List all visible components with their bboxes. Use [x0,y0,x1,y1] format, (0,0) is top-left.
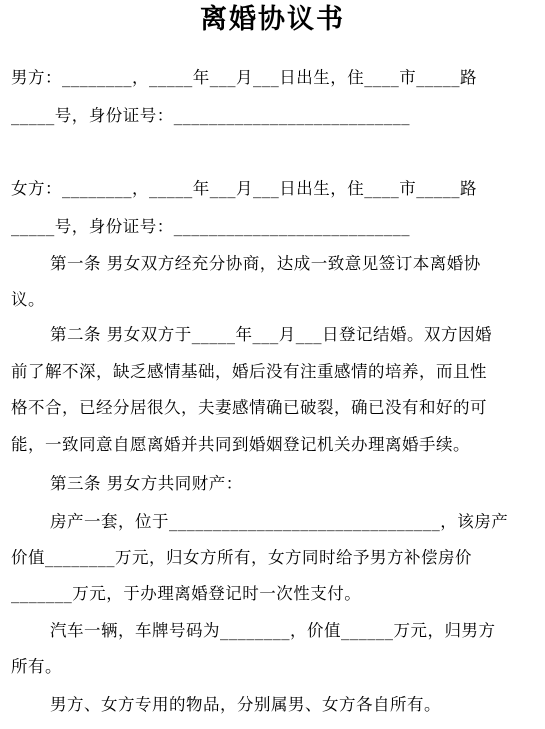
article-2-line-2: 前了解不深，缺乏感情基础，婚后没有注重感情的培养，而且性 [11,362,487,381]
woman-info-line-2: _____号，身份证号：___________________________ [11,217,410,236]
car-line-2: 所有。 [11,657,62,676]
man-info-line-2: _____号，身份证号：___________________________ [11,106,410,125]
house-line-2: 价值________万元，归女方所有，女方同时给予男方补偿房价 [11,548,472,567]
car-line-1: 汽车一辆，车牌号码为________，价值______万元，归男方 [50,621,496,640]
house-line-3: _______万元，于办理离婚登记时一次性支付。 [11,584,362,603]
article-1-line-1: 第一条 男女双方经充分协商，达成一致意见签订本离婚协 [50,254,481,273]
house-line-1: 房产一套，位于_______________________________，该房产 [50,512,509,531]
article-1-line-2: 议。 [11,290,45,309]
article-2-line-1: 第二条 男女双方于_____年___月___日登记结婚。双方因婚 [50,325,492,344]
document-title: 离婚协议书 [200,4,345,35]
woman-info-line-1: 女方：________，_____年___月___日出生，住____市_____路 [11,179,477,198]
article-2-line-3: 格不合，已经分居很久，夫妻感情确已破裂，确已没有和好的可 [11,398,487,417]
article-2-line-4: 能，一致同意自愿离婚并共同到婚姻登记机关办理离婚手续。 [11,435,470,454]
article-3-heading: 第三条 男女方共同财产： [50,474,243,493]
man-info-line-1: 男方：________，_____年___月___日出生，住____市_____路 [11,68,477,87]
personal-items-line: 男方、女方专用的物品，分别属男、女方各自所有。 [50,695,441,714]
